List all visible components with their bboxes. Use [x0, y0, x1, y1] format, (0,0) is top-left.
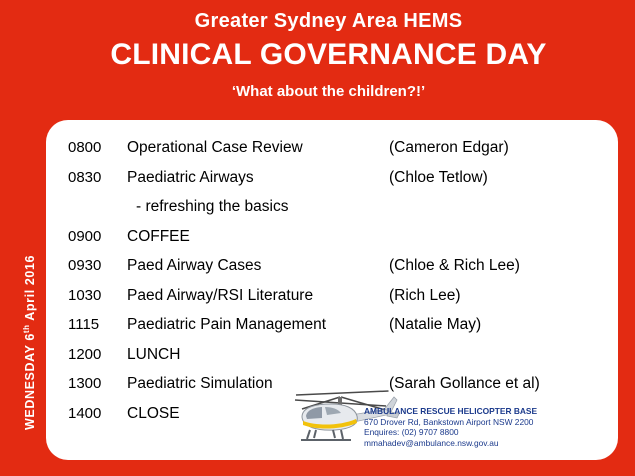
schedule-title: Operational Case Review — [127, 139, 303, 156]
schedule-row — [68, 286, 608, 316]
schedule-time: 1200 — [68, 345, 102, 363]
address-line-1: AMBULANCE RESCUE HELICOPTER BASE — [364, 406, 538, 416]
schedule-card — [46, 120, 618, 460]
address-phone: Enquires: (02) 9707 8800 — [364, 427, 459, 438]
schedule-time: 1300 — [68, 375, 102, 392]
schedule-title: Paediatric Pain Management — [127, 316, 327, 333]
schedule-title: COFFEE — [127, 227, 190, 245]
schedule-time: 0900 — [68, 227, 102, 245]
schedule-title: CLOSE — [127, 404, 180, 422]
base-address-block — [364, 406, 604, 448]
schedule-row — [68, 315, 608, 345]
schedule-title: Paediatric Simulation — [127, 375, 273, 392]
header-subtitle: ‘What about the children?!’ — [231, 83, 426, 100]
event-date-rest: April 2016 — [23, 254, 38, 325]
schedule-row — [68, 168, 608, 198]
schedule-presenter: (Chloe & Rich Lee) — [389, 257, 520, 274]
schedule-row — [68, 227, 608, 257]
schedule-title: - refreshing the basics — [136, 198, 289, 215]
schedule-presenter: (Chloe Tetlow) — [389, 168, 488, 186]
schedule-title: Paed Airway Cases — [127, 257, 262, 274]
event-date-vertical — [0, 175, 38, 435]
schedule-presenter: (Cameron Edgar) — [389, 139, 509, 156]
schedule-time: 0930 — [68, 257, 102, 274]
schedule-time: 1030 — [68, 286, 102, 304]
schedule-presenter: (Natalie May) — [389, 316, 482, 333]
poster-header — [40, 8, 617, 103]
header-title: CLINICAL GOVERNANCE DAY — [110, 38, 547, 71]
schedule-row — [68, 256, 608, 286]
event-date-ordinal: th — [22, 324, 31, 334]
schedule-time: 1400 — [68, 404, 102, 422]
header-organisation: Greater Sydney Area HEMS — [194, 10, 463, 32]
schedule-title: LUNCH — [127, 345, 181, 363]
schedule-title: Paediatric Airways — [127, 168, 254, 186]
event-date-text — [22, 255, 37, 430]
schedule-row — [68, 138, 608, 168]
schedule-time: 1115 — [68, 316, 100, 333]
event-date-day: WEDNESDAY 6 — [23, 333, 38, 430]
address-line-2: 670 Drover Rd, Bankstown Airport NSW 2200 — [364, 416, 534, 427]
schedule-time: 0830 — [68, 168, 102, 186]
schedule-time: 0800 — [68, 139, 102, 156]
schedule-row — [68, 345, 608, 375]
schedule-presenter: (Rich Lee) — [389, 286, 461, 304]
schedule-row-sub — [68, 197, 608, 227]
address-email[interactable]: mmahadev@ambulance.nsw.gov.au — [364, 437, 499, 448]
schedule-presenter: (Sarah Gollance et al) — [389, 375, 540, 392]
schedule-title: Paed Airway/RSI Literature — [127, 286, 314, 304]
